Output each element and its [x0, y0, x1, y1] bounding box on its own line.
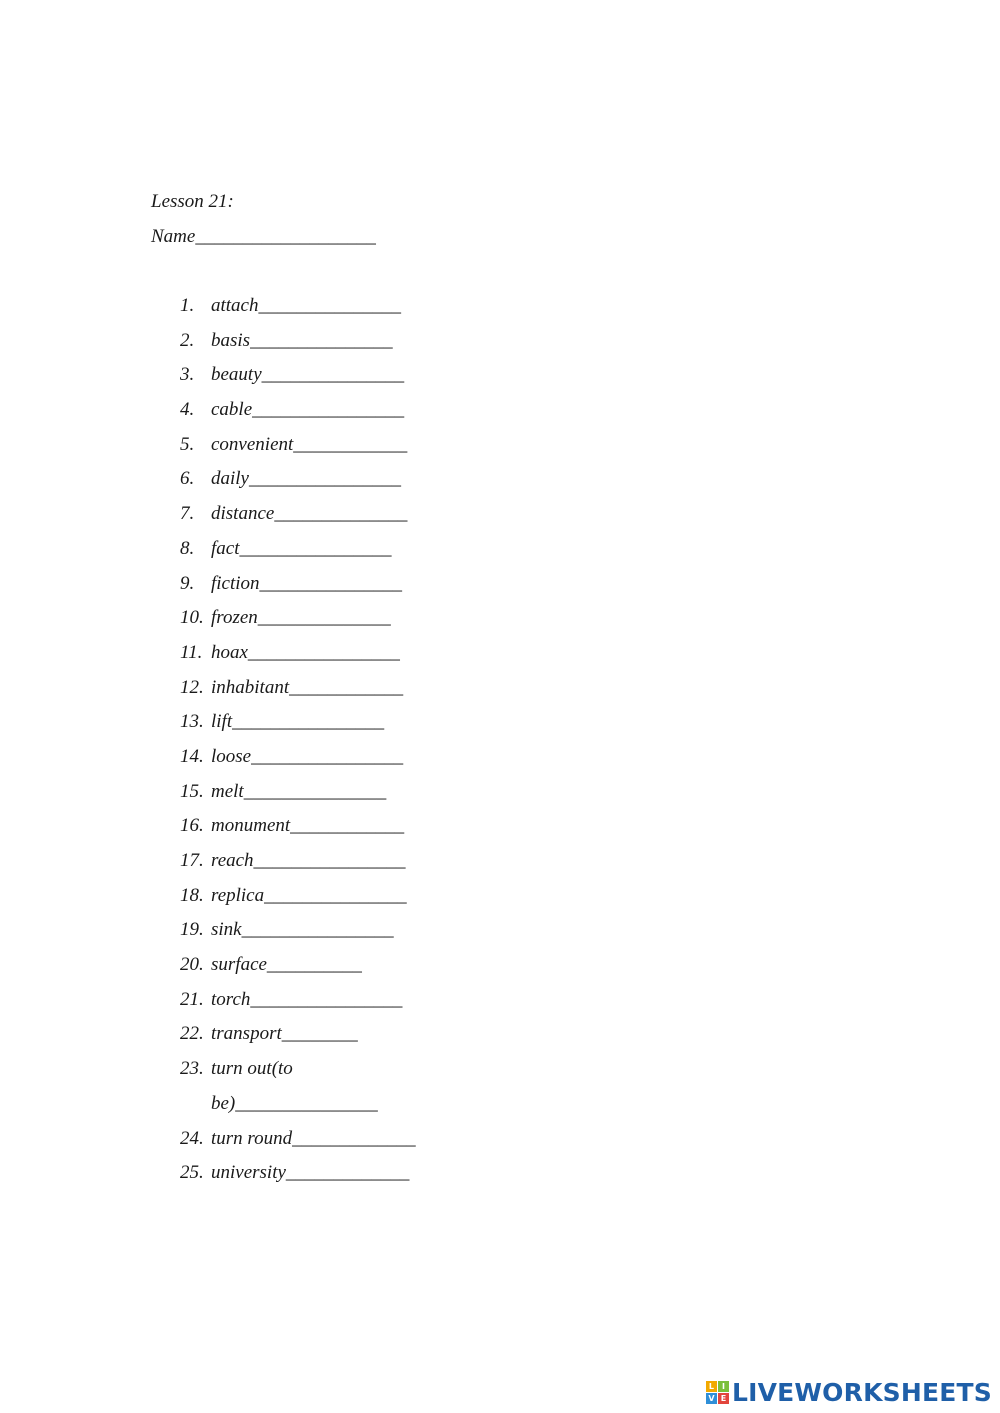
- item-number: 12.: [180, 676, 204, 698]
- vocab-word: fact________________: [211, 537, 392, 559]
- item-number: 23.: [180, 1058, 204, 1080]
- logo-mark-icon: [706, 1381, 729, 1404]
- logo-wordmark: LIVEWORKSHEETS: [731, 1377, 992, 1407]
- vocab-word: beauty_______________: [211, 364, 405, 386]
- vocab-word-line-1: turn out(to: [211, 1058, 293, 1080]
- vocab-word: torch________________: [211, 988, 403, 1010]
- vocab-word: [211, 1055, 378, 1118]
- item-number: 20.: [180, 954, 204, 976]
- item-number: 24.: [180, 1127, 204, 1149]
- vocab-word: inhabitant____________: [211, 676, 404, 698]
- item-number: 21.: [180, 988, 204, 1010]
- vocab-word: turn round_____________: [211, 1127, 416, 1149]
- item-number: 18.: [180, 884, 204, 906]
- logo-tile: I: [718, 1381, 729, 1392]
- vocab-word: sink________________: [211, 919, 394, 941]
- vocab-word: fiction_______________: [211, 572, 403, 594]
- vocab-word: cable________________: [211, 399, 405, 421]
- lesson-title: Lesson 21:: [151, 191, 234, 212]
- item-number: 5.: [180, 433, 195, 455]
- logo-tile: E: [718, 1393, 729, 1404]
- item-number: 15.: [180, 780, 204, 802]
- item-number: 10.: [180, 607, 204, 629]
- item-number: 8.: [180, 537, 195, 559]
- vocab-word: melt_______________: [211, 780, 387, 802]
- item-number: 7.: [180, 503, 195, 525]
- item-number: 14.: [180, 745, 204, 767]
- item-number: 2.: [180, 329, 195, 351]
- vocab-word-line-2: be)_______________: [211, 1092, 378, 1114]
- vocab-word: distance______________: [211, 503, 408, 525]
- vocab-word: surface__________: [211, 954, 362, 976]
- logo-tile: V: [706, 1393, 717, 1404]
- vocab-word: convenient____________: [211, 433, 408, 455]
- item-number: 16.: [180, 815, 204, 837]
- item-number: 13.: [180, 711, 204, 733]
- name-field-line: Name___________________: [151, 226, 376, 247]
- item-number: 9.: [180, 572, 195, 594]
- item-number: 19.: [180, 919, 204, 941]
- vocab-word: daily________________: [211, 468, 401, 490]
- vocab-word: lift________________: [211, 711, 385, 733]
- item-number: 3.: [180, 364, 195, 386]
- liveworksheets-logo[interactable]: [706, 1377, 992, 1407]
- vocab-word: university_____________: [211, 1162, 410, 1184]
- vocab-word: loose________________: [211, 745, 404, 767]
- vocab-word: hoax________________: [211, 641, 400, 663]
- item-number: 17.: [180, 850, 204, 871]
- item-number: 22.: [180, 1023, 204, 1045]
- item-number: 4.: [180, 399, 195, 421]
- item-number: 25.: [180, 1162, 204, 1184]
- vocab-word: replica_______________: [211, 884, 407, 906]
- vocab-word: attach_______________: [211, 295, 401, 316]
- vocab-word: reach________________: [211, 850, 406, 871]
- vocab-word: frozen______________: [211, 607, 391, 629]
- item-number: 11.: [180, 641, 203, 663]
- vocab-word: basis_______________: [211, 329, 393, 351]
- item-number: 6.: [180, 468, 195, 490]
- logo-tile: L: [706, 1381, 717, 1392]
- vocab-word: monument____________: [211, 815, 405, 837]
- item-number: 1.: [180, 295, 195, 316]
- vocab-word: transport________: [211, 1023, 358, 1045]
